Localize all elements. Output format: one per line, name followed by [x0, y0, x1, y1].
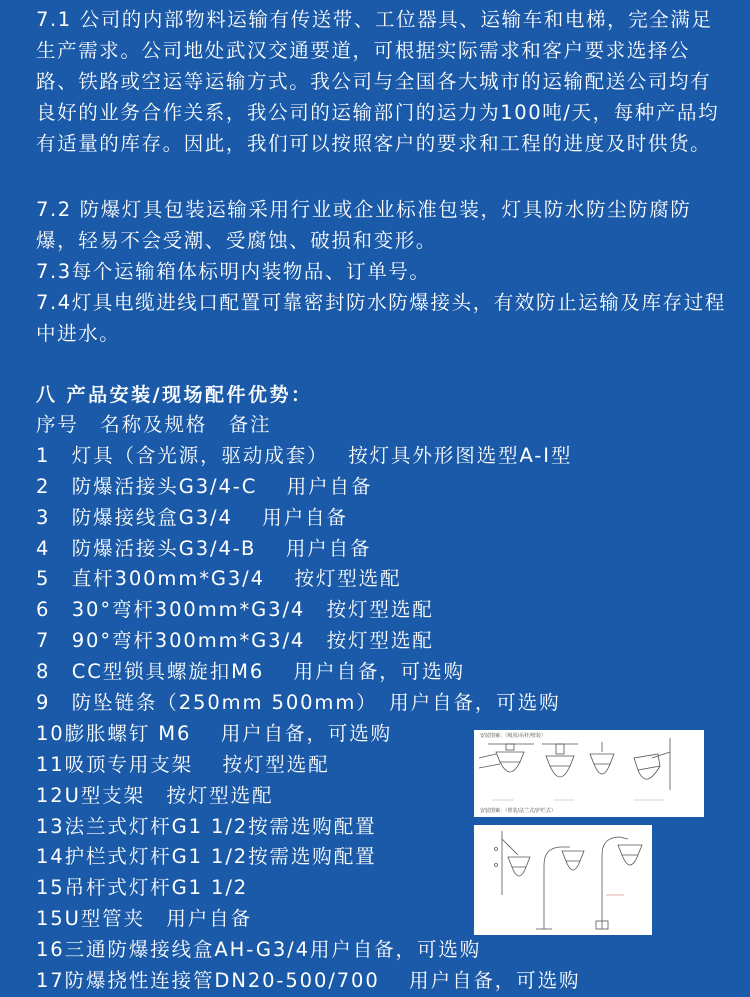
diagram-caption: 安装图案：（吸顶/吊杆/壁装） [480, 733, 546, 739]
list-item: 4 防爆活接头G3/4-B 用户自备 [36, 536, 372, 560]
list-item: 14护栏式灯杆G1 1/2按需选购配置 [36, 845, 377, 869]
list-item: 9 防坠链条（250mm 500mm） 用户自备，可选购 [36, 691, 561, 715]
list-item: 16三通防爆接线盒AH-G3/4用户自备，可选购 [36, 938, 482, 962]
list-item: 12U型支架 按灯型选配 [36, 783, 274, 807]
list-item: 1 灯具（含光源，驱动成套） 按灯具外形图选型A-I型 [36, 443, 573, 467]
list-item: 8 CC型锁具螺旋扣M6 用户自备，可选购 [36, 660, 465, 684]
list-item: 17防爆挠性连接管DN20-500/700 用户自备，可选购 [36, 969, 581, 993]
installation-diagram-pole [474, 825, 652, 935]
list-item: 2 防爆活接头G3/4-C 用户自备 [36, 474, 373, 498]
paragraph-7-1: 7.1 公司的内部物料运输有传送带、工位器具、运输车和电梯，完全满足生产需求。公司地处武汉交通要道，可根据实际需求和客户要求选择公路、铁路或空运等运输方式。我公司与全国各大城市的运输配送公司均有良好的业务合作关系，我公司的运输部门的运力为100吨/天，每种产品均有适量的库存。因此，我们可以按照客户的要求和工程的进度及时供货。 [36, 8, 720, 155]
diagram-caption: 安装图案：（壁装/法兰式/护栏式） [480, 808, 556, 814]
pole-lamp-drawings-icon [474, 825, 652, 935]
list-item: 3 防爆接线盒G3/4 用户自备 [36, 505, 348, 529]
paragraph-7-4: 7.4灯具电缆进线口配置可靠密封防水防爆接头，有效防止运输及库存过程中进水。 [36, 291, 726, 345]
list-item: 13法兰式灯杆G1 1/2按需选购配置 [36, 814, 377, 838]
list-item: 11吸顶专用支架 按灯型选配 [36, 752, 330, 776]
section-title: 八 产品安装/现场配件优势： [36, 384, 313, 406]
paragraph-7-3: 7.3每个运输箱体标明内装物品、订单号。 [36, 260, 431, 283]
lamp-drawings-icon [474, 730, 704, 817]
list-item: 6 30°弯杆300mm*G3/4 按灯型选配 [36, 598, 434, 622]
list-header: 序号 名称及规格 备注 [36, 413, 272, 436]
list-item: 15吊杆式灯杆G1 1/2 [36, 876, 249, 900]
paragraph-7-2: 7.2 防爆灯具包装运输采用行业或企业标准包装，灯具防水防尘防腐防爆，轻易不会受潮、受腐蚀、破损和变形。 [36, 198, 692, 252]
list-item: 15U型管夹 用户自备 [36, 907, 252, 931]
installation-diagram-ceiling [474, 730, 704, 817]
list-item: 10膨胀螺钉 M6 用户自备，可选购 [36, 721, 393, 745]
list-item: 5 直杆300mm*G3/4 按灯型选配 [36, 567, 402, 591]
list-item: 7 90°弯杆300mm*G3/4 按灯型选配 [36, 629, 434, 653]
